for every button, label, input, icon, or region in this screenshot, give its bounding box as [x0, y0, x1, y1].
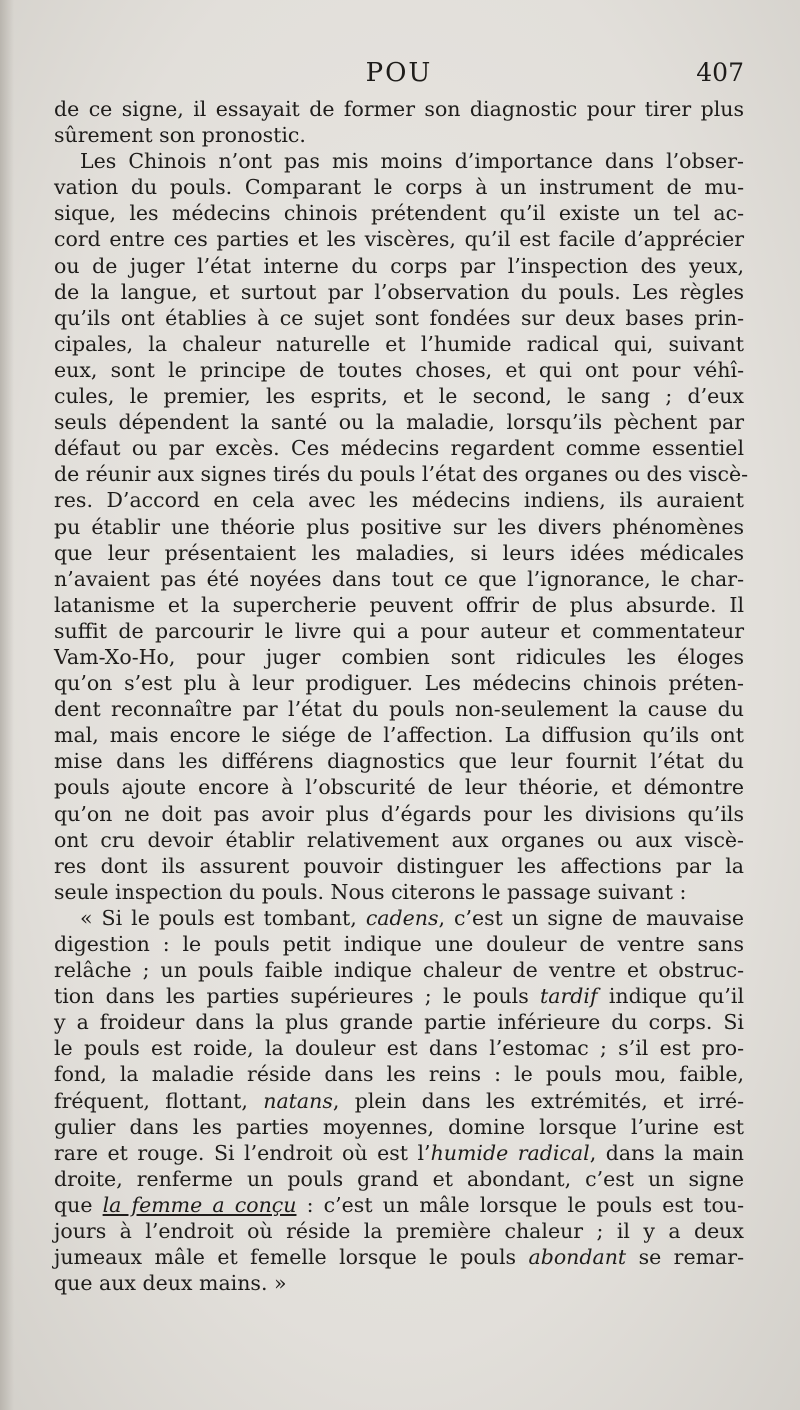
text-segment: indique qu’il	[597, 984, 745, 1009]
text-segment: que	[54, 1192, 103, 1217]
text-line	[54, 409, 744, 435]
text-segment: défaut ou par excès. Ces médecins regardent comme essentiel	[54, 436, 744, 461]
text-line	[54, 96, 744, 122]
text-segment: dent reconnaître par l’état du pouls non-seulement la cause du	[54, 697, 744, 722]
text-line	[54, 331, 744, 357]
text-segment: mal, mais encore le siége de l’affection. La diffusion qu’ils ont	[54, 723, 744, 748]
text-line	[54, 644, 744, 670]
text-line	[54, 540, 744, 566]
text-line	[54, 1114, 744, 1140]
italic-text: cadens	[365, 905, 439, 930]
text-line	[54, 357, 744, 383]
text-line	[54, 670, 744, 696]
text-segment: mise dans les différens diagnostics que leur fournit l’état du	[54, 749, 744, 774]
text-segment: digestion : le pouls petit indique une douleur de ventre sans	[54, 932, 744, 956]
text-line	[54, 148, 744, 174]
text-line	[54, 461, 749, 487]
text-line	[54, 957, 744, 983]
page-number: 407	[696, 58, 744, 87]
text-line	[54, 879, 744, 905]
italic-text: abondant	[528, 1245, 627, 1270]
text-segment: rare et rouge. Si l’endroit où est l’	[54, 1140, 431, 1165]
text-line	[54, 1061, 744, 1087]
text-line	[54, 1088, 744, 1114]
italic-text: tardif	[540, 984, 598, 1009]
text-segment: droite, renferme un pouls grand et abondant, c’est un signe	[54, 1166, 744, 1191]
text-segment: le pouls est roide, la douleur est dans l’estomac ; s’il est pro-	[54, 1036, 744, 1061]
text-segment: sique, les médecins chinois prétendent qu’il existe un tel ac-	[54, 201, 744, 226]
text-line	[54, 827, 744, 853]
text-segment: pouls ajoute encore à l’obscurité de leur théorie, et démontre	[54, 775, 744, 800]
text-segment: de réunir aux signes tirés du pouls l’état des organes ou des viscè-	[54, 462, 749, 487]
text-line	[54, 253, 744, 279]
text-segment: relâche ; un pouls faible indique chaleur de ventre et obstruc-	[54, 958, 744, 983]
text-segment: seuls dépendent la santé ou la maladie, lorsqu’ils pèchent par	[54, 410, 744, 435]
text-segment: sûrement son pronostic.	[54, 123, 306, 148]
text-segment: qu’on s’est plu à leur prodiguer. Les médecins chinois préten-	[54, 671, 744, 696]
text-line	[54, 487, 744, 513]
text-line	[54, 383, 744, 409]
text-segment: se remar-	[626, 1245, 744, 1270]
text-line	[54, 226, 744, 252]
text-line	[54, 774, 744, 800]
text-segment: que leur présentaient les maladies, si leurs idées médicales	[54, 540, 744, 565]
text-line	[54, 983, 744, 1009]
text-segment: de la langue, et surtout par l’observation du pouls. Les règles	[54, 279, 744, 304]
text-line	[54, 853, 744, 879]
text-segment: , plein dans les extrémités, et irré-	[332, 1088, 744, 1113]
text-segment: latanisme et la supercherie peuvent offrir de plus absurde. Il	[54, 592, 744, 617]
text-segment: jumeaux mâle et femelle lorsque le pouls	[54, 1245, 529, 1270]
text-line	[54, 1009, 744, 1035]
page-gutter-shadow	[0, 0, 14, 1410]
text-line	[54, 305, 744, 331]
text-segment: Les Chinois n’ont pas mis moins d’importance dans l’obser-	[80, 149, 744, 174]
text-segment: y a froideur dans la plus grande partie inférieure du corps. Si	[54, 1010, 744, 1035]
text-line	[54, 1166, 744, 1192]
text-line	[54, 618, 744, 644]
text-segment: que aux deux mains. »	[54, 1271, 287, 1296]
text-line	[54, 696, 744, 722]
text-line	[54, 174, 744, 200]
text-segment: n’avaient pas été noyées dans tout ce que l’ignorance, le char-	[54, 566, 744, 591]
text-segment: gulier dans les parties moyennes, domine lorsque l’urine est	[54, 1114, 744, 1139]
text-segment: cord entre ces parties et les viscères, qu’il est facile d’apprécier	[54, 227, 744, 252]
body-text	[54, 96, 749, 1296]
text-line	[54, 1270, 744, 1296]
text-line	[54, 279, 744, 305]
text-line	[54, 722, 744, 748]
text-line	[54, 801, 744, 827]
italic-text: la femme a conçu	[102, 1192, 297, 1217]
text-segment: res. D’accord en cela avec les médecins indiens, ils auraient	[54, 488, 744, 513]
text-segment: qu’ils ont établies à ce sujet sont fondées sur deux bases prin-	[54, 305, 744, 330]
running-head	[54, 58, 744, 96]
text-segment: : c’est un mâle lorsque le pouls est tou-	[296, 1192, 745, 1217]
text-segment: cipales, la chaleur naturelle et l’humide radical qui, suivant	[54, 331, 744, 356]
text-line	[54, 931, 744, 957]
text-segment: tion dans les parties supérieures ; le pouls	[54, 984, 541, 1009]
text-segment: ou de juger l’état interne du corps par l’inspection des yeux,	[54, 253, 744, 278]
text-segment: seule inspection du pouls. Nous citerons le passage suivant :	[54, 879, 687, 904]
text-line	[54, 1218, 744, 1244]
text-segment: jours à l’endroit où réside la première chaleur ; il y a deux	[54, 1219, 744, 1244]
text-segment: ont cru devoir établir relativement aux organes ou aux viscè-	[54, 827, 744, 852]
text-segment: cules, le premier, les esprits, et le second, le sang ; d’eux	[54, 384, 744, 409]
running-head-title: POU	[365, 58, 433, 88]
text-line	[54, 514, 744, 540]
text-segment: de ce signe, il essayait de former son diagnostic pour tirer plus	[54, 97, 744, 121]
text-segment: pu établir une théorie plus positive sur les divers phénomènes	[54, 514, 744, 539]
italic-text: humide radical	[430, 1140, 590, 1165]
italic-text: natans	[263, 1088, 333, 1113]
text-line	[54, 1244, 744, 1270]
text-segment: Vam-Xo-Ho, pour juger combien sont ridicules les éloges	[54, 644, 744, 669]
text-line	[54, 1140, 744, 1166]
text-segment: , dans la main	[589, 1140, 744, 1165]
text-segment: vation du pouls. Comparant le corps à un instrument de mu-	[54, 175, 744, 200]
text-line	[54, 748, 744, 774]
text-line	[54, 905, 744, 931]
text-line	[54, 1035, 744, 1061]
text-segment: « Si le pouls est tombant,	[80, 905, 366, 930]
text-segment: eux, sont le principe de toutes choses, et qui ont pour véhî-	[54, 357, 744, 382]
text-segment: res dont ils assurent pouvoir distinguer les affections par la	[54, 853, 744, 878]
text-block	[54, 58, 749, 1296]
text-segment: qu’on ne doit pas avoir plus d’égards pour les divisions qu’ils	[54, 801, 744, 826]
text-line	[54, 122, 744, 148]
text-line	[54, 1192, 744, 1218]
text-segment: fréquent, flottant,	[54, 1088, 264, 1113]
text-segment: suffit de parcourir le livre qui a pour auteur et commentateur	[54, 618, 744, 643]
text-segment: fond, la maladie réside dans les reins : le pouls mou, faible,	[54, 1062, 744, 1087]
text-line	[54, 592, 744, 618]
text-segment: , c’est un signe de mauvaise	[438, 905, 744, 930]
text-line	[54, 566, 744, 592]
text-line	[54, 435, 744, 461]
text-line	[54, 200, 744, 226]
